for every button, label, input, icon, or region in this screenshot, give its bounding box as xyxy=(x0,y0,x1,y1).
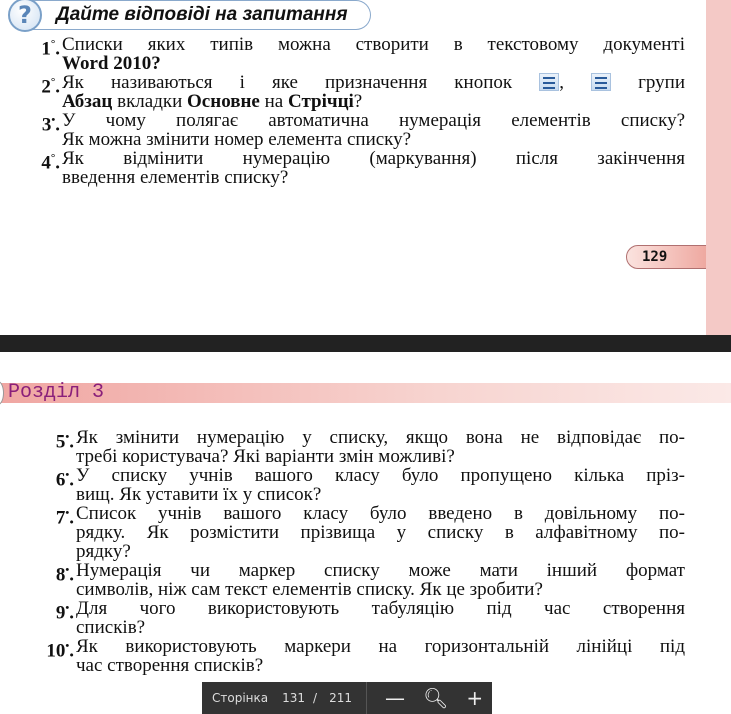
question-text: У чому полягає автоматична нумерація елементів списку? xyxy=(62,110,685,131)
question-line xyxy=(62,73,685,92)
question-text: рядку. Як розмістити прізвища у списку в алфавітному по- xyxy=(76,522,685,543)
question-number-value: 6 xyxy=(55,469,66,491)
difficulty-mark: • xyxy=(65,564,70,576)
question-item xyxy=(41,72,685,112)
difficulty-mark: ° xyxy=(50,152,56,164)
page-label: Сторінка xyxy=(212,691,269,705)
question-text: Для чого використовують табуляцію під час створення xyxy=(76,598,685,619)
question-number-value: 3 xyxy=(41,114,52,136)
question-item xyxy=(41,110,685,150)
question-text: групи xyxy=(611,72,685,93)
question-number: 10•. xyxy=(46,640,74,662)
question-number: 6•. xyxy=(55,469,74,491)
question-text: Як можна змінити номер елемента списку? xyxy=(62,129,412,150)
bullet-list-icon xyxy=(539,73,559,91)
question-number: 1°. xyxy=(41,38,60,60)
question-number: 5•. xyxy=(55,431,74,453)
question-text: ? xyxy=(353,91,363,112)
bold-term: Word 2010? xyxy=(62,53,161,74)
question-text: списків? xyxy=(76,617,146,638)
difficulty-mark: • xyxy=(65,640,70,652)
question-item xyxy=(55,503,685,562)
bold-term: Абзац xyxy=(62,91,113,112)
page-margin-strip xyxy=(706,0,731,335)
question-text: Як використовують маркери на горизонтальній лінійці під xyxy=(76,636,685,657)
bold-term: Основне xyxy=(187,91,260,112)
page-130 xyxy=(0,352,731,714)
chapter-title: Розділ 3 xyxy=(8,381,105,404)
question-item xyxy=(41,148,685,188)
question-number-value: 4 xyxy=(41,152,51,174)
question-line xyxy=(62,168,685,187)
question-line xyxy=(76,504,685,523)
difficulty-mark: ° xyxy=(50,76,56,88)
question-number: 7•. xyxy=(55,507,74,529)
zoom-in-button[interactable]: + xyxy=(466,686,484,710)
question-number-value: 5 xyxy=(55,431,66,453)
question-line xyxy=(76,542,685,561)
question-text: Списки яких типів можна створити в текстовому документі xyxy=(62,34,685,55)
question-item xyxy=(55,560,685,600)
question-item xyxy=(46,636,685,676)
question-text: на xyxy=(259,91,288,112)
question-line xyxy=(62,111,685,130)
question-text: рядку? xyxy=(76,541,131,562)
difficulty-mark: ° xyxy=(50,38,56,50)
question-text: Список учнів вашого класу було введено в довільному по- xyxy=(76,503,685,524)
question-text: час створення списків? xyxy=(76,655,264,676)
question-number: 4°. xyxy=(41,152,60,174)
question-text: введення елементів списку? xyxy=(62,167,289,188)
question-text: У списку учнів вашого класу було пропущено кілька пріз- xyxy=(76,465,685,486)
question-number: 9•. xyxy=(55,602,74,624)
question-text: символів, ніж сам текст елементів списку. Як це зробити? xyxy=(76,579,543,600)
question-text: Як називаються і яке призначення кнопок xyxy=(62,72,540,93)
question-text: требі користувача? Які варіанти змін можливі? xyxy=(76,446,455,467)
question-text: Як відмінити нумерацію (маркування) після закінчення xyxy=(62,148,685,169)
question-line xyxy=(76,637,685,656)
question-line xyxy=(62,149,685,168)
question-text: Нумерація чи маркер списку може мати інший формат xyxy=(76,560,685,581)
zoom-out-button[interactable]: — xyxy=(384,686,405,710)
question-number: 3•. xyxy=(41,114,60,136)
toolbar-divider xyxy=(366,682,367,714)
page-number: 129 xyxy=(626,245,708,269)
page-separator xyxy=(0,335,731,352)
question-item xyxy=(55,427,685,467)
current-page-input[interactable]: 131 xyxy=(282,691,306,705)
questions-header xyxy=(8,0,371,34)
numbered-list-icon xyxy=(591,73,611,91)
question-number: 2°. xyxy=(41,76,60,98)
question-line xyxy=(62,92,685,111)
question-line xyxy=(76,428,685,447)
chapter-circle xyxy=(0,381,4,405)
question-line xyxy=(76,561,685,580)
question-text: , xyxy=(559,72,592,93)
question-text: Як змінити нумерацію у списку, якщо вона не відповідає по- xyxy=(76,427,685,448)
question-number: 8•. xyxy=(55,564,74,586)
difficulty-mark: • xyxy=(65,431,70,443)
question-line xyxy=(76,485,685,504)
question-text: вищ. Як уставити їх у список? xyxy=(76,484,322,505)
question-number-value: 2 xyxy=(41,76,51,98)
question-number-value: 7 xyxy=(55,507,66,529)
total-pages: 211 xyxy=(329,691,352,705)
zoom-icon[interactable]: 🔍︎ xyxy=(422,686,449,710)
question-number-value: 8 xyxy=(55,564,66,586)
page-separator-slash: / xyxy=(313,691,318,705)
question-line xyxy=(76,599,685,618)
question-line xyxy=(76,466,685,485)
question-item xyxy=(55,465,685,505)
questions-header-title: Дайте відповіді на запитання xyxy=(30,0,371,30)
question-text: вкладки xyxy=(112,91,188,112)
question-icon: ? xyxy=(8,0,42,32)
question-item xyxy=(41,34,685,74)
page-toolbar xyxy=(202,682,492,714)
page-129 xyxy=(0,0,731,335)
question-line xyxy=(62,54,685,73)
question-line xyxy=(76,618,685,637)
question-line xyxy=(76,580,685,599)
difficulty-mark: • xyxy=(65,602,70,614)
difficulty-mark: • xyxy=(65,469,70,481)
question-line xyxy=(76,656,685,675)
difficulty-mark: • xyxy=(65,507,70,519)
question-line xyxy=(62,35,685,54)
question-item xyxy=(55,598,685,638)
difficulty-mark: • xyxy=(51,114,56,126)
chapter-bar xyxy=(0,383,731,403)
question-line xyxy=(76,447,685,466)
question-number-value: 10 xyxy=(46,640,66,662)
question-line xyxy=(62,130,685,149)
bold-term: Стрічці xyxy=(287,91,354,112)
question-number-value: 9 xyxy=(55,602,66,624)
question-line xyxy=(76,523,685,542)
question-number-value: 1 xyxy=(41,38,51,60)
